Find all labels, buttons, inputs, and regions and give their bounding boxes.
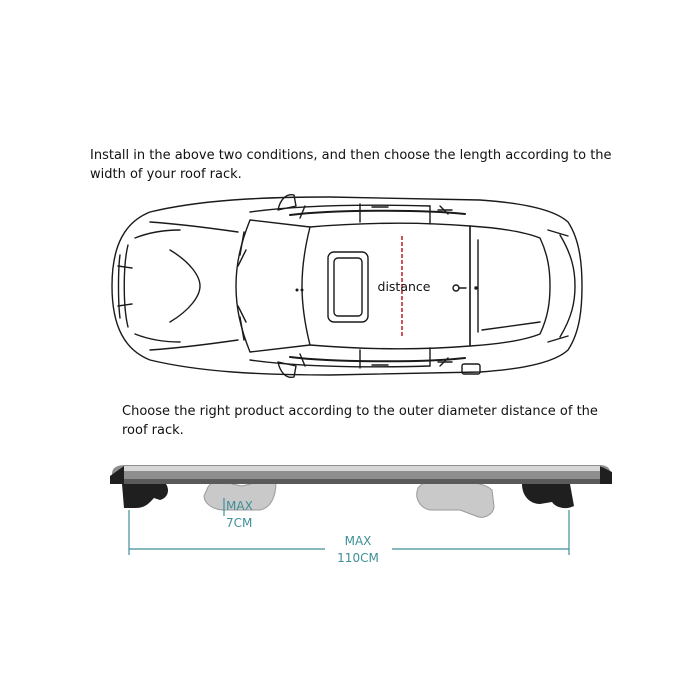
- max-length-dimension: [129, 510, 569, 555]
- roof-rack-bar-illustration: [110, 465, 612, 517]
- instruction-choose-text: Choose the right product according to the outer diameter distance of the roof rack.: [122, 404, 598, 438]
- max-length-label-line2: 110CM: [337, 551, 379, 565]
- car-top-view-illustration: [112, 195, 582, 378]
- instruction-install-text: Install in the above two conditions, and then choose the length according to the width of your roof rack.: [90, 148, 612, 182]
- max-gap-label-line2: 7CM: [226, 516, 253, 530]
- max-gap-label-line1: MAX: [226, 499, 253, 513]
- max-length-label-line1: MAX: [344, 534, 372, 548]
- distance-label: distance: [377, 279, 431, 294]
